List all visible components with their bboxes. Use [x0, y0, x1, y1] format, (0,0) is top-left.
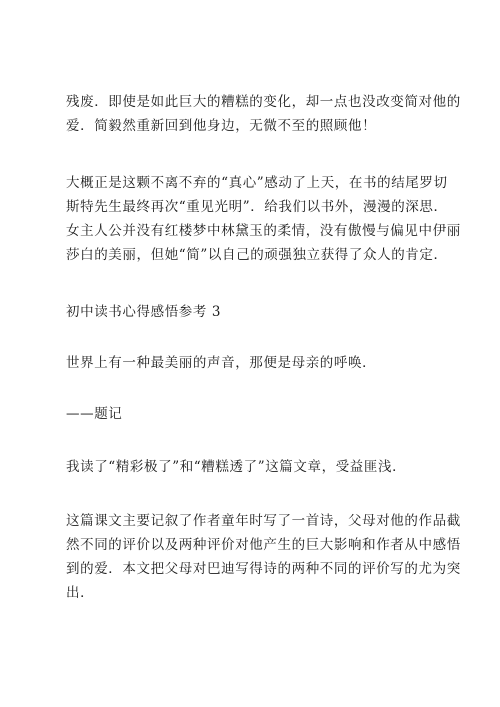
- paragraph-3: 世界上有一种最美丽的声音，那便是母亲的呼唤．: [66, 355, 377, 371]
- paragraph-6: [66, 509, 461, 605]
- paragraph-1-line-1: 残废．即使是如此巨大的糟糕的变化，却一点也没改变简对他的: [66, 94, 461, 110]
- paragraph-1: [66, 90, 461, 138]
- paragraph-1-line-2: 爱．简毅然重新回到他身边，无微不至的照顾他！: [66, 118, 377, 134]
- section-heading: 初中读书心得感悟参考 3: [66, 304, 222, 320]
- paragraph-6-line-1: 这篇课文主要记叙了作者童年时写了一首诗，父母对他的作品截: [66, 513, 461, 529]
- paragraph-2-line-2: 斯特先生最终再次“重见光明”．给我们以书外，漫漫的深思．: [66, 199, 448, 215]
- paragraph-2-line-3: 女主人公并没有红楼梦中林黛玉的柔情，没有傲慢与偏见中伊丽: [66, 223, 461, 239]
- paragraph-2: [66, 171, 461, 267]
- epigraph-attribution: ——题记: [66, 406, 123, 422]
- paragraph-6-line-3: 到的爱．本文把父母对巴迪写得诗的两种不同的评价写的尤为突: [66, 561, 461, 577]
- paragraph-6-line-4: 出．: [66, 585, 95, 601]
- paragraph-2-line-4: 莎白的美丽，但她“简”以自己的顽强独立获得了众人的肯定．: [66, 247, 448, 263]
- paragraph-6-line-2: 然不同的评价以及两种评价对他产生的巨大影响和作者从中感悟: [66, 537, 461, 553]
- paragraph-5: 我读了“精彩极了”和“糟糕透了”这篇文章，受益匪浅．: [66, 459, 407, 475]
- paragraph-2-line-1: 大概正是这颗不离不弃的“真心”感动了上天，在书的结尾罗切: [66, 175, 448, 191]
